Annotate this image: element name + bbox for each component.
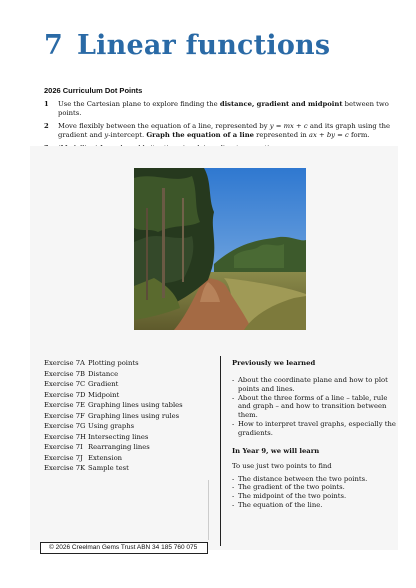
exercise-title: Sample test bbox=[88, 464, 129, 472]
text-segment: and its graph using the bbox=[307, 121, 390, 130]
exercise-title: Rearranging lines bbox=[88, 443, 150, 451]
exercise-title: Midpoint bbox=[88, 390, 120, 399]
text-segment: form. bbox=[348, 131, 370, 140]
exercise-code: Exercise 7E bbox=[44, 401, 86, 409]
exercise-code: Exercise 7B bbox=[44, 369, 86, 378]
year9-item: - The midpoint of the two points. bbox=[232, 492, 398, 501]
dot-point-text bbox=[58, 100, 390, 119]
exercise-code: Exercise 7D bbox=[44, 390, 86, 399]
exercise-title: Graphing lines using tables bbox=[88, 401, 183, 409]
text-segment: Use the Cartesian plane to explore finding the bbox=[58, 100, 220, 108]
dot-point-2 bbox=[44, 122, 390, 141]
bold-segment: distance, gradient and midpoint bbox=[219, 100, 343, 108]
previously-item: - How to interpret travel graphs, especially the gradients. bbox=[232, 420, 398, 438]
equation-segment: ax + by = c bbox=[308, 131, 349, 140]
exercise-item bbox=[44, 390, 183, 401]
exercise-item bbox=[44, 442, 183, 453]
exercise-item bbox=[44, 463, 183, 474]
exercise-code: Exercise 7K bbox=[44, 464, 86, 472]
text-segment: Move flexibly between the equation of a line, represented by bbox=[58, 121, 270, 130]
curriculum-heading: 2026 Curriculum Dot Points bbox=[44, 86, 143, 95]
previously-heading: Previously we learned bbox=[232, 359, 316, 367]
exercise-code: Exercise 7A bbox=[44, 359, 85, 367]
exercise-code: Exercise 7J bbox=[44, 453, 83, 462]
exercise-item bbox=[44, 400, 183, 411]
text-segment: gradient and bbox=[58, 131, 105, 140]
variable-segment: y bbox=[104, 131, 109, 140]
year9-list bbox=[232, 475, 398, 510]
exercise-title: Distance bbox=[88, 369, 119, 378]
year9-intro: To use just two points to find bbox=[232, 461, 332, 470]
exercise-title: Graphing lines using rules bbox=[88, 411, 180, 420]
exercise-item bbox=[44, 421, 183, 432]
column-divider bbox=[220, 356, 221, 546]
text-segment: represented in bbox=[254, 131, 309, 140]
previously-item: - About the coordinate plane and how to plot points and lines. bbox=[232, 376, 398, 394]
dot-point-number: 1 bbox=[44, 100, 49, 108]
exercise-code: Exercise 7C bbox=[44, 380, 86, 388]
exercise-item bbox=[44, 379, 183, 390]
exercise-title: Using graphs bbox=[88, 422, 135, 430]
equation-segment: y = mx + c bbox=[269, 121, 308, 130]
previously-list bbox=[232, 376, 398, 438]
exercise-item bbox=[44, 432, 183, 443]
text-segment: between two points. bbox=[58, 100, 389, 118]
bush-track-photo bbox=[134, 168, 306, 330]
text-segment: -intercept. bbox=[108, 131, 147, 140]
chapter-title bbox=[44, 30, 330, 61]
year9-heading: In Year 9, we will learn bbox=[232, 446, 320, 455]
column-rule bbox=[208, 480, 209, 540]
exercise-item bbox=[44, 453, 183, 464]
exercise-item bbox=[44, 411, 183, 422]
bold-segment: Graph the equation of a line bbox=[146, 131, 254, 140]
chapter-number: 7 bbox=[44, 30, 63, 61]
exercise-title: Intersecting lines bbox=[88, 432, 149, 441]
exercise-title: Plotting points bbox=[88, 359, 139, 367]
chapter-name: Linear functions bbox=[77, 30, 331, 61]
dot-point-1 bbox=[44, 100, 390, 119]
dot-point-number: 2 bbox=[44, 121, 49, 130]
exercise-code: Exercise 7I bbox=[44, 443, 83, 451]
dot-point-text bbox=[58, 122, 390, 141]
exercise-code: Exercise 7H bbox=[44, 432, 86, 441]
year9-item: - The distance between the two points. bbox=[232, 475, 398, 484]
exercise-title: Extension bbox=[88, 453, 123, 462]
copyright-notice: © 2026 Creelman Gems Trust ABN 34 185 760 075 bbox=[40, 542, 208, 554]
learning-summary bbox=[232, 358, 398, 510]
year9-item: - The equation of the line. bbox=[232, 501, 398, 510]
exercise-list bbox=[44, 358, 183, 474]
year9-item: - The gradient of the two points. bbox=[232, 483, 398, 492]
exercise-item bbox=[44, 358, 183, 369]
exercise-code: Exercise 7G bbox=[44, 422, 86, 430]
exercise-title: Gradient bbox=[88, 380, 119, 388]
exercise-code: Exercise 7F bbox=[44, 411, 85, 420]
previously-item: - About the three forms of a line – table, rule and graph – and how to transition between them. bbox=[232, 394, 398, 420]
exercise-item bbox=[44, 369, 183, 380]
